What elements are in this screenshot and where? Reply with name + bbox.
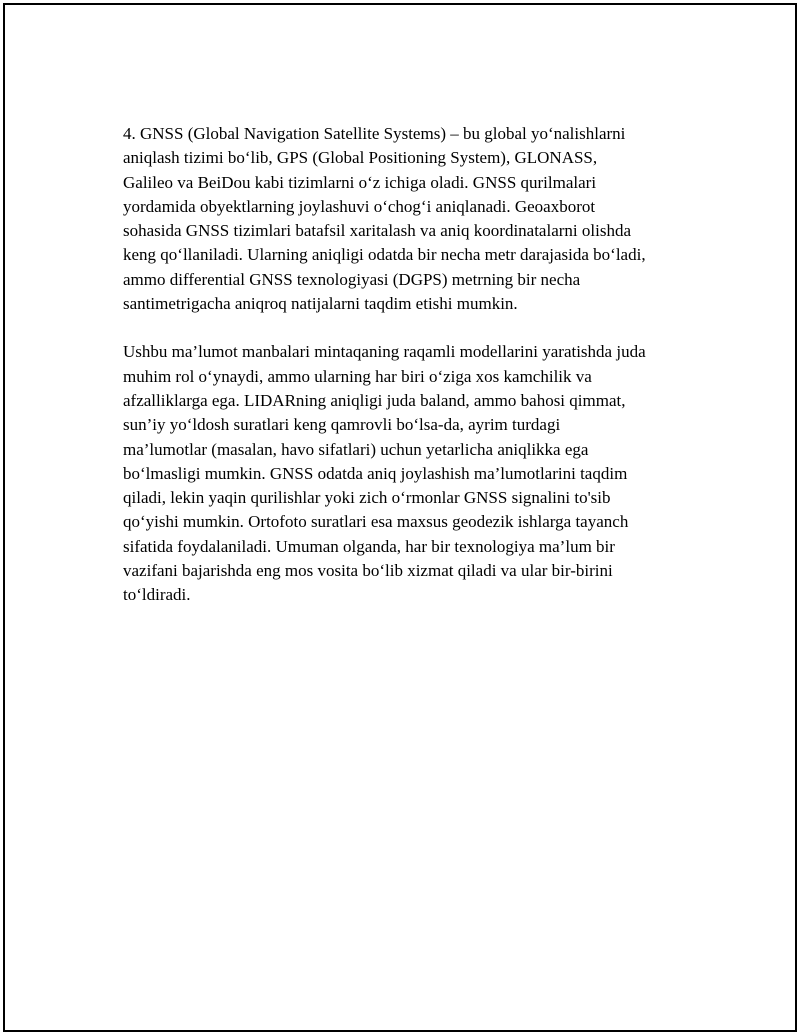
paragraph-data-sources-summary: Ushbu ma’lumot manbalari mintaqaning raqamli modellarini yaratishda juda muhim rol o‘ynaydi, ammo ularning har biri o‘ziga xos kamchilik va afzalliklarga ega. LIDARning aniqligi juda baland, ammo bahosi qimmat, sun’iy yo‘ldosh suratlari keng qamrovli bo‘lsa-da, ayrim turdagi ma’lumotlar (masalan, havo sifatlari) uchun yetarlicha aniqlikka ega bo‘lmasligi mumkin. GNSS odatda aniq joylashish ma’lumotlarini taqdim qiladi, lekin yaqin qurilishlar yoki zich o‘rmonlar GNSS signalini to'sib qo‘yishi mumkin. Ortofoto suratlari esa maxsus geodezik ishlarga tayanch sifatida foydalaniladi. Umuman olganda, har bir texnologiya ma’lum bir vazifani bajarishda eng mos vosita bo‘lib xizmat qiladi va ular bir-birini to‘ldiradi. [123, 342, 646, 605]
page-frame [3, 3, 797, 1032]
page-content [123, 122, 703, 632]
paragraph-gnss: 4. GNSS (Global Navigation Satellite Systems) – bu global yo‘nalishlarni aniqlash tizimi bo‘lib, GPS (Global Positioning System), GLONASS, Galileo va BeiDou kabi tizimlarni o‘z ichiga oladi. GNSS qurilmalari yordamida obyektlarning joylashuvi o‘chog‘i aniqlanadi. Geoaxborot sohasida GNSS tizimlari batafsil xaritalash va aniq koordinatalarni olishda keng qo‘llaniladi. Ularning aniqligi odatda bir necha metr darajasida bo‘ladi, ammo differential GNSS texnologiyasi (DGPS) metrning bir necha santimetrigacha aniqroq natijalarni taqdim etishi mumkin. [123, 124, 646, 314]
